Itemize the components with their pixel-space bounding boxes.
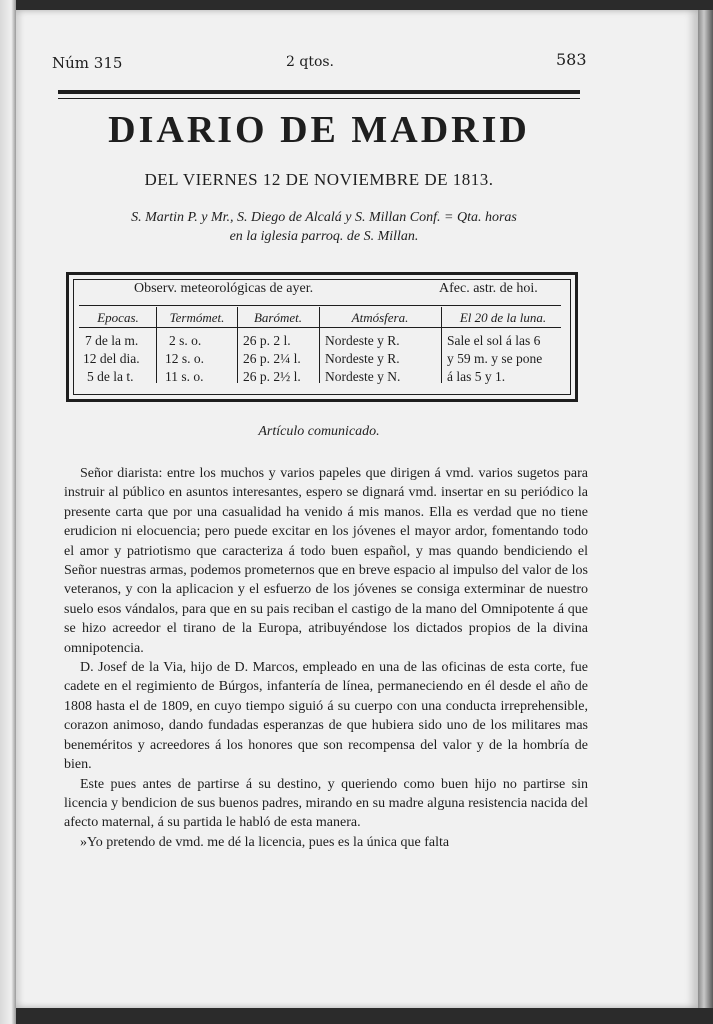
row2-termometro: 12 s. o. [165, 351, 205, 366]
issue-number: Núm 315 [52, 54, 123, 72]
col-divider [441, 307, 442, 383]
page-number: 583 [556, 50, 587, 69]
article-title: Artículo comunicado. [258, 424, 380, 439]
page-stack-edge [698, 10, 713, 1008]
row3-barometro: 26 p. 2½ l. [243, 369, 301, 384]
adjacent-page-edge [0, 0, 16, 1024]
article-body [64, 464, 588, 852]
header-rule-thin [58, 98, 580, 99]
row2-barometro: 26 p. 2¼ l. [243, 351, 301, 366]
col-header-atmosfera: Atmósfera. [351, 310, 409, 325]
astro-line-2: y 59 m. y se pone [447, 351, 543, 366]
masthead-title: DIARIO DE MADRID [108, 109, 530, 151]
article-paragraph: Este pues antes de partirse á su destino, y queriendo como buen hijo no partirse sin licencia y bendicion de sus buenos padres, mirando en su madre alguna resistencia nacida del afecto maternal, á su partida le habló de esta manera. [64, 776, 588, 831]
weather-header-rule [79, 305, 561, 306]
header-rule-thick [58, 90, 580, 94]
col-header-epocas: Epocas. [97, 310, 139, 325]
article-paragraph: Señor diarista: entre los muchos y varios papeles que dirigen á vmd. varios sugetos para instruir al público en asuntos interesantes, espero se dignará vmd. insertar en su periódico la presente carta que por una casualidad ha venido á mis manos. Ella es verdad que no tiene erudicion ni elocuencia; pero puede excitar en los jóvenes el mayor ardor, fomentando todo el amor y patriotismo que caracteriza á todo buen español, y mas quando bendiciendo el Señor nuestras armas, podemos prometernos que en breve espacio al impulso del valor de los veteranos, y con la aplicacion y el esfuerzo de los jóvenes se consiga exterminar de nuestro suelo esos vándalos, para que en su pais reciban el castigo de la mano del Omnipotente á que se hizo acreedor el tirano de la Europa, atribuyéndose los dictados propios de la divina omnipotencia. [64, 466, 588, 656]
weather-table [66, 272, 578, 402]
col-header-termometro: Termómet. [169, 310, 225, 325]
row1-epoca: 7 de la m. [85, 333, 139, 348]
col-header-barometro: Barómet. [253, 310, 303, 325]
article-paragraph: »Yo pretendo de vmd. me dé la licencia, pues es la única que falta [80, 834, 450, 850]
row3-epoca: 5 de la t. [87, 369, 134, 384]
row1-termometro: 2 s. o. [169, 333, 202, 348]
weather-columns-rule [79, 327, 561, 328]
weather-header-astronomy: Afec. astr. de hoi. [439, 281, 538, 296]
astro-line-1: Sale el sol á las 6 [447, 333, 541, 348]
col-divider [237, 307, 238, 383]
col-divider [319, 307, 320, 383]
weather-header-observations: Observ. meteorológicas de ayer. [134, 281, 314, 296]
saints-line-1: S. Martin P. y Mr., S. Diego de Alcalá y S. Millan Conf. = Qta. horas [131, 210, 517, 225]
masthead-date: DEL VIERNES 12 DE NOVIEMBRE DE 1813. [144, 170, 494, 189]
row1-atmosfera: Nordeste y R. [325, 333, 400, 348]
row2-epoca: 12 del dia. [83, 351, 140, 366]
col-divider [156, 307, 157, 383]
col-header-luna: El 20 de la luna. [459, 310, 547, 325]
row3-termometro: 11 s. o. [165, 369, 204, 384]
newspaper-page [16, 10, 698, 1008]
row3-atmosfera: Nordeste y N. [325, 369, 401, 384]
astro-line-3: á las 5 y 1. [447, 369, 506, 384]
row2-atmosfera: Nordeste y R. [325, 351, 400, 366]
row1-barometro: 26 p. 2 l. [243, 333, 291, 348]
issue-price: 2 qtos. [286, 54, 335, 70]
saints-line-2: en la iglesia parroq. de S. Millan. [229, 229, 419, 244]
article-paragraph: D. Josef de la Via, hijo de D. Marcos, empleado en una de las oficinas de esta corte, fue cadete en el regimiento de Búrgos, infantería de línea, permaneciendo en él desde el año de 1808 hasta el de 1809, en cuyo tiempo siguió á su cuerpo con una conducta irreprehensible, corazon animoso, dando fundadas esperanzas de que hubiera sido uno de los militares mas beneméritos y acreedores á los honores que son recompensa del valor y de la hombría de bien. [64, 660, 588, 773]
